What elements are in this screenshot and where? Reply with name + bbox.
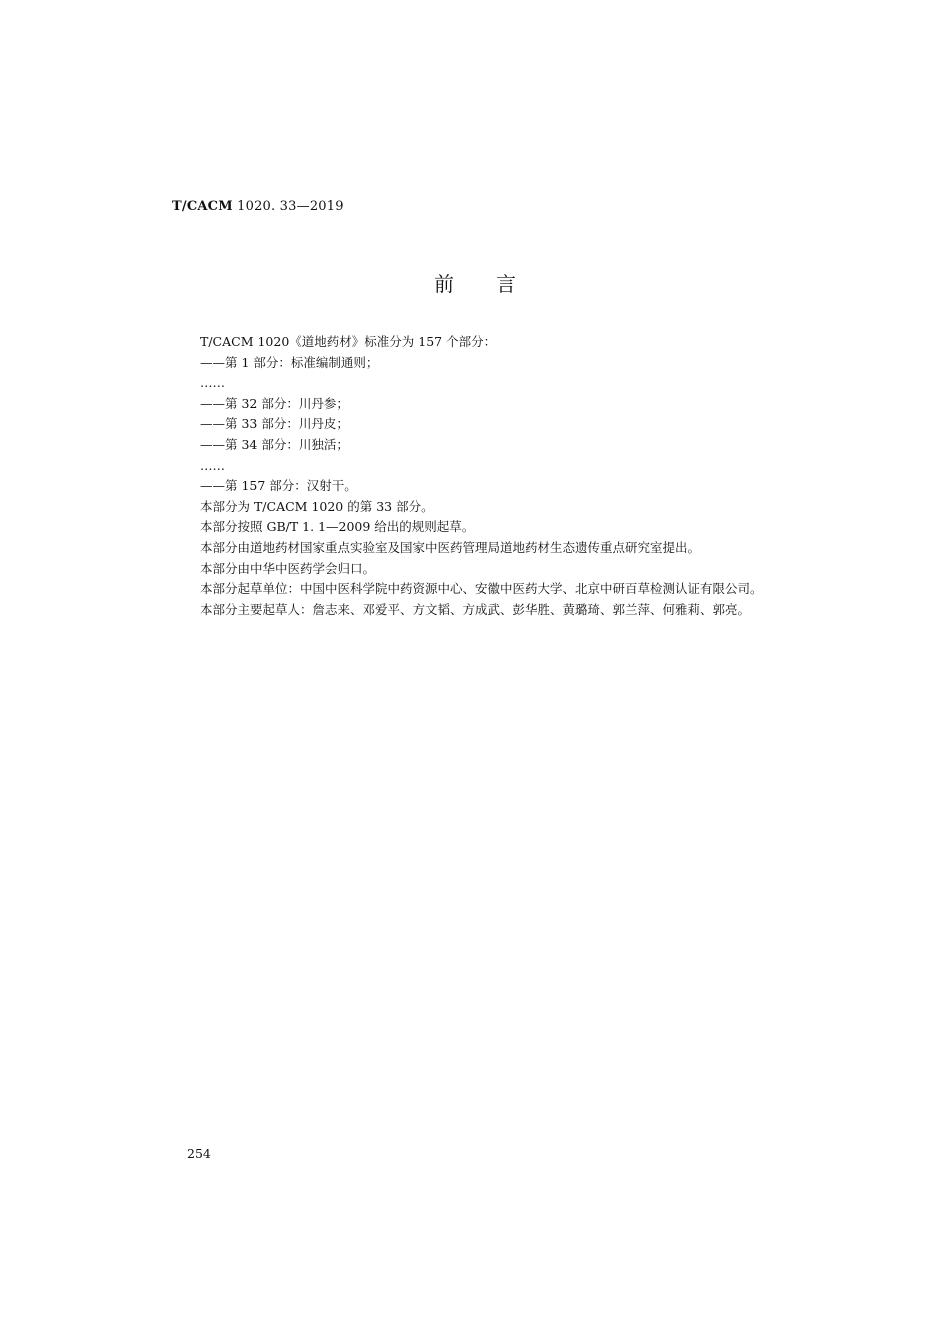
paragraph-part-33: ——第 33 部分：川丹皮； xyxy=(200,416,349,432)
foreword-body xyxy=(172,332,802,620)
header-code: T/CACM xyxy=(172,199,233,214)
paragraph-part-1: ——第 1 部分：标准编制通则； xyxy=(200,354,379,370)
paragraph-part-32: ——第 32 部分：川丹参； xyxy=(200,395,349,411)
page-number: 254 xyxy=(187,1146,211,1161)
paragraph-drafters: 本部分主要起草人：詹志来、邓爱平、方文韬、方成武、彭华胜、黄璐琦、郭兰萍、何雅莉、郭亮。 xyxy=(200,601,751,617)
document-code-header xyxy=(172,199,344,214)
paragraph-this-part: 本部分为 T/CACM 1020 的第 33 部分。 xyxy=(200,498,434,514)
page-title: 前言 xyxy=(434,272,558,296)
header-number: 1020. 33—2019 xyxy=(232,199,344,214)
paragraph-proposed-by: 本部分由道地药材国家重点实验室及国家中医药管理局道地药材生态遗传重点研究室提出。 xyxy=(200,539,701,555)
paragraph-part-157: ——第 157 部分：汉射干。 xyxy=(200,478,357,494)
paragraph-part-34: ——第 34 部分：川独活； xyxy=(200,436,349,452)
paragraph-ellipsis: …… xyxy=(200,457,225,473)
paragraph-standard-parts: T/CACM 1020《道地药材》标准分为 157 个部分： xyxy=(200,334,497,349)
paragraph-ellipsis: …… xyxy=(200,375,225,391)
paragraph-drafting-units: 本部分起草单位：中国中医科学院中药资源中心、安徽中医药大学、北京中研百草检测认证有限公司。 xyxy=(200,581,763,597)
paragraph-drafting-rules: 本部分按照 GB/T 1. 1—2009 给出的规则起草。 xyxy=(200,519,475,535)
paragraph-centralized-by: 本部分由中华中医药学会归口。 xyxy=(200,560,376,576)
